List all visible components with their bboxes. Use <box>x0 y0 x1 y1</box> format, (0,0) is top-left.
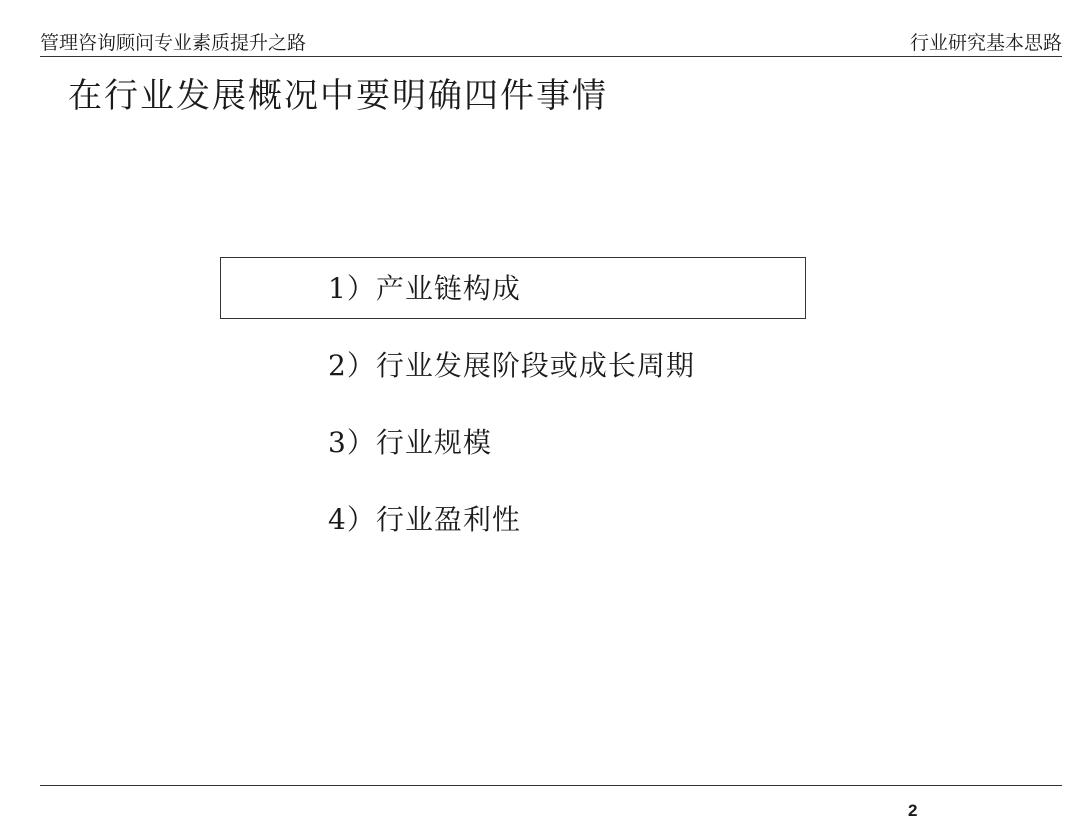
list-item-2: 2）行业发展阶段或成长周期 <box>328 349 695 382</box>
page-number: 2 <box>908 801 918 820</box>
footer-divider <box>40 785 1062 786</box>
header-divider <box>40 56 1062 57</box>
list-item-4: 4）行业盈利性 <box>328 503 521 536</box>
header-left-title: 管理咨询顾问专业素质提升之路 <box>40 32 307 54</box>
list-item-1: 1）产业链构成 <box>328 272 521 305</box>
header-right-title: 行业研究基本思路 <box>909 32 1062 54</box>
list-item-3: 3）行业规模 <box>328 426 492 459</box>
slide-title: 在行业发展概况中要明确四件事情 <box>68 76 608 116</box>
